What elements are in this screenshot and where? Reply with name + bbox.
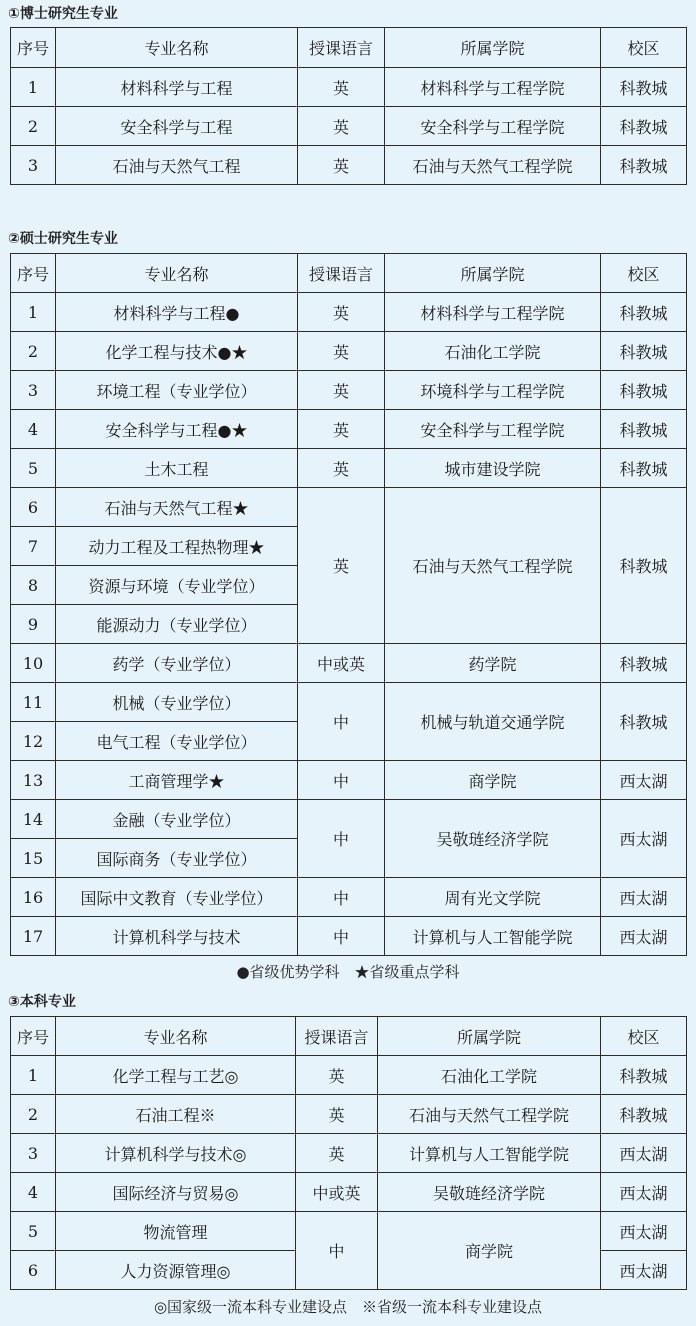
major-name: 人力资源管理◎	[56, 1251, 296, 1290]
table-row	[11, 332, 687, 371]
college-name: 材料科学与工程学院	[385, 293, 601, 332]
undergrad-legend: ◎国家级一流本科专业建设点 ※省级一流本科专业建设点	[153, 1298, 543, 1316]
header-cell: 所属学院	[385, 254, 601, 293]
teaching-language: 英	[298, 410, 385, 449]
table-row	[11, 488, 687, 527]
header-cell: 授课语言	[296, 1017, 378, 1056]
row-number: 12	[11, 722, 56, 761]
teaching-language: 中或英	[296, 1173, 378, 1212]
college-name: 安全科学与工程学院	[385, 410, 601, 449]
major-name: 物流管理	[56, 1212, 296, 1251]
table-row	[11, 371, 687, 410]
college-name: 商学院	[378, 1212, 601, 1290]
campus-name: 西太湖	[601, 800, 687, 878]
row-number: 11	[11, 683, 56, 722]
college-name: 石油化工学院	[378, 1056, 601, 1095]
major-name: 工商管理学★	[56, 761, 298, 800]
table-row	[11, 1173, 687, 1212]
campus-name: 西太湖	[601, 761, 687, 800]
row-number: 1	[11, 1056, 56, 1095]
teaching-language: 英	[296, 1134, 378, 1173]
campus-name: 科教城	[601, 449, 687, 488]
major-name: 国际商务（专业学位）	[56, 839, 298, 878]
teaching-language: 中	[298, 683, 385, 761]
row-number: 13	[11, 761, 56, 800]
row-number: 8	[11, 566, 56, 605]
teaching-language: 中	[298, 761, 385, 800]
row-number: 2	[11, 107, 56, 146]
major-name: 安全科学与工程●★	[56, 410, 298, 449]
college-name: 吴敬琏经济学院	[385, 800, 601, 878]
major-name: 环境工程（专业学位）	[56, 371, 298, 410]
campus-name: 西太湖	[601, 1212, 687, 1251]
row-number: 3	[11, 371, 56, 410]
major-name: 国际经济与贸易◎	[56, 1173, 296, 1212]
row-number: 3	[11, 146, 56, 185]
row-number: 10	[11, 644, 56, 683]
row-number: 6	[11, 1251, 56, 1290]
college-name: 石油与天然气工程学院	[385, 488, 601, 644]
table-row	[11, 146, 687, 185]
campus-name: 科教城	[601, 410, 687, 449]
table-row	[11, 1095, 687, 1134]
campus-name: 科教城	[601, 371, 687, 410]
major-name: 化学工程与技术●★	[56, 332, 298, 371]
table-header-row	[11, 254, 687, 293]
teaching-language: 中	[298, 878, 385, 917]
college-name: 计算机与人工智能学院	[378, 1134, 601, 1173]
row-number: 16	[11, 878, 56, 917]
row-number: 2	[11, 1095, 56, 1134]
teaching-language: 英	[296, 1095, 378, 1134]
teaching-language: 中或英	[298, 644, 385, 683]
row-number: 4	[11, 1173, 56, 1212]
table-row	[11, 293, 687, 332]
table-row	[11, 107, 687, 146]
row-number: 17	[11, 917, 56, 956]
major-name: 机械（专业学位）	[56, 683, 298, 722]
phd-table	[10, 27, 687, 185]
major-name: 材料科学与工程	[56, 68, 298, 107]
campus-name: 西太湖	[601, 878, 687, 917]
campus-name: 科教城	[601, 488, 687, 644]
masters-section-title: ②硕士研究生专业	[8, 231, 118, 247]
campus-name: 科教城	[601, 107, 687, 146]
major-name: 能源动力（专业学位）	[56, 605, 298, 644]
row-number: 9	[11, 605, 56, 644]
teaching-language: 中	[296, 1212, 378, 1290]
campus-name: 科教城	[601, 293, 687, 332]
table-row	[11, 917, 687, 956]
college-name: 石油化工学院	[385, 332, 601, 371]
row-number: 15	[11, 839, 56, 878]
header-cell: 校区	[601, 28, 687, 68]
major-name: 药学（专业学位）	[56, 644, 298, 683]
phd-section-title: ①博士研究生专业	[8, 6, 118, 22]
table-row	[11, 1212, 687, 1251]
row-number: 1	[11, 293, 56, 332]
college-name: 商学院	[385, 761, 601, 800]
major-name: 计算机科学与技术◎	[56, 1134, 296, 1173]
campus-name: 西太湖	[601, 1134, 687, 1173]
undergrad-table	[10, 1016, 687, 1290]
campus-name: 科教城	[601, 68, 687, 107]
teaching-language: 英	[298, 293, 385, 332]
header-cell: 所属学院	[385, 28, 601, 68]
teaching-language: 中	[298, 917, 385, 956]
undergrad-section-title: ③本科专业	[8, 994, 76, 1010]
table-row	[11, 683, 687, 722]
teaching-language: 英	[298, 488, 385, 644]
table-row	[11, 1056, 687, 1095]
major-name: 计算机科学与技术	[56, 917, 298, 956]
college-name: 药学院	[385, 644, 601, 683]
major-name: 材料科学与工程●	[56, 293, 298, 332]
campus-name: 科教城	[601, 146, 687, 185]
college-name: 材料科学与工程学院	[385, 68, 601, 107]
header-cell: 专业名称	[56, 1017, 296, 1056]
row-number: 5	[11, 449, 56, 488]
header-cell: 序号	[11, 1017, 56, 1056]
row-number: 14	[11, 800, 56, 839]
teaching-language: 英	[298, 332, 385, 371]
major-name: 金融（专业学位）	[56, 800, 298, 839]
teaching-language: 英	[298, 449, 385, 488]
header-cell: 授课语言	[298, 254, 385, 293]
college-name: 城市建设学院	[385, 449, 601, 488]
row-number: 7	[11, 527, 56, 566]
college-name: 计算机与人工智能学院	[385, 917, 601, 956]
header-cell: 专业名称	[56, 28, 298, 68]
teaching-language: 英	[298, 371, 385, 410]
table-row	[11, 761, 687, 800]
major-name: 资源与环境（专业学位）	[56, 566, 298, 605]
teaching-language: 英	[298, 107, 385, 146]
table-row	[11, 68, 687, 107]
row-number: 5	[11, 1212, 56, 1251]
row-number: 1	[11, 68, 56, 107]
header-cell: 校区	[601, 254, 687, 293]
major-name: 石油工程※	[56, 1095, 296, 1134]
table-row	[11, 644, 687, 683]
row-number: 6	[11, 488, 56, 527]
college-name: 石油与天然气工程学院	[378, 1095, 601, 1134]
campus-name: 西太湖	[601, 1251, 687, 1290]
college-name: 石油与天然气工程学院	[385, 146, 601, 185]
table-header-row	[11, 28, 687, 68]
table-row	[11, 449, 687, 488]
header-cell: 专业名称	[56, 254, 298, 293]
major-name: 安全科学与工程	[56, 107, 298, 146]
header-cell: 序号	[11, 28, 56, 68]
campus-name: 西太湖	[601, 1173, 687, 1212]
major-name: 国际中文教育（专业学位）	[56, 878, 298, 917]
table-header-row	[11, 1017, 687, 1056]
table-row	[11, 1134, 687, 1173]
masters-table	[10, 253, 687, 956]
table-row	[11, 800, 687, 839]
college-name: 周有光文学院	[385, 878, 601, 917]
major-name: 化学工程与工艺◎	[56, 1056, 296, 1095]
row-number: 4	[11, 410, 56, 449]
campus-name: 科教城	[601, 332, 687, 371]
header-cell: 授课语言	[298, 28, 385, 68]
major-name: 动力工程及工程热物理★	[56, 527, 298, 566]
major-name: 土木工程	[56, 449, 298, 488]
row-number: 3	[11, 1134, 56, 1173]
teaching-language: 中	[298, 800, 385, 878]
major-name: 石油与天然气工程★	[56, 488, 298, 527]
major-name: 石油与天然气工程	[56, 146, 298, 185]
teaching-language: 英	[296, 1056, 378, 1095]
major-name: 电气工程（专业学位）	[56, 722, 298, 761]
college-name: 机械与轨道交通学院	[385, 683, 601, 761]
table-row	[11, 410, 687, 449]
college-name: 安全科学与工程学院	[385, 107, 601, 146]
campus-name: 科教城	[601, 644, 687, 683]
header-cell: 序号	[11, 254, 56, 293]
campus-name: 科教城	[601, 1095, 687, 1134]
teaching-language: 英	[298, 68, 385, 107]
header-cell: 所属学院	[378, 1017, 601, 1056]
header-cell: 校区	[601, 1017, 687, 1056]
campus-name: 科教城	[601, 683, 687, 761]
teaching-language: 英	[298, 146, 385, 185]
row-number: 2	[11, 332, 56, 371]
table-row	[11, 878, 687, 917]
college-name: 环境科学与工程学院	[385, 371, 601, 410]
masters-legend: ●省级优势学科 ★省级重点学科	[236, 963, 460, 981]
campus-name: 西太湖	[601, 917, 687, 956]
college-name: 吴敬琏经济学院	[378, 1173, 601, 1212]
campus-name: 科教城	[601, 1056, 687, 1095]
